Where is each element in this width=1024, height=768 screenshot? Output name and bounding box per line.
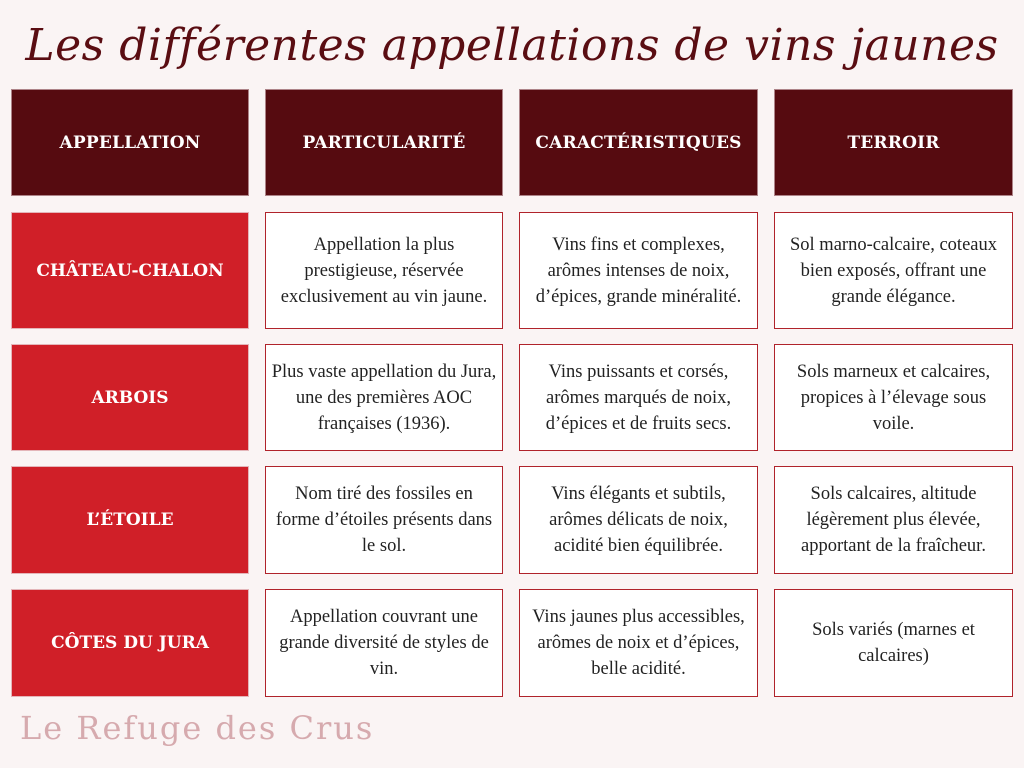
row-label-arbois: ARBOIS: [11, 344, 249, 451]
brand-footer: Le Refuge des Crus: [20, 709, 375, 747]
cell-caracteristiques: Vins puissants et corsés, arômes marqués de noix, d’épices et de fruits secs.: [519, 344, 758, 451]
cell-particularite: Nom tiré des fossiles en forme d’étoiles présents dans le sol.: [265, 466, 503, 574]
header-particularite: PARTICULARITÉ: [265, 89, 503, 196]
cell-particularite: Appellation la plus prestigieuse, réservée exclusivement au vin jaune.: [265, 212, 503, 329]
row-label-chateau-chalon: CHÂTEAU-CHALON: [11, 212, 249, 329]
page-title: Les différentes appellations de vins jaunes: [25, 20, 999, 71]
cell-caracteristiques: Vins élégants et subtils, arômes délicats de noix, acidité bien équilibrée.: [519, 466, 758, 574]
cell-terroir: Sol marno-calcaire, coteaux bien exposés, offrant une grande élégance.: [774, 212, 1013, 329]
cell-caracteristiques: Vins jaunes plus accessibles, arômes de noix et d’épices, belle acidité.: [519, 589, 758, 697]
row-label-letoile: L’ÉTOILE: [11, 466, 249, 574]
header-terroir: TERROIR: [774, 89, 1013, 196]
cell-particularite: Appellation couvrant une grande diversité de styles de vin.: [265, 589, 503, 697]
cell-caracteristiques: Vins fins et complexes, arômes intenses de noix, d’épices, grande minéralité.: [519, 212, 758, 329]
cell-particularite: Plus vaste appellation du Jura, une des premières AOC françaises (1936).: [265, 344, 503, 451]
header-appellation: APPELLATION: [11, 89, 249, 196]
cell-terroir: Sols marneux et calcaires, propices à l’élevage sous voile.: [774, 344, 1013, 451]
row-label-cotes-du-jura: CÔTES DU JURA: [11, 589, 249, 697]
cell-terroir: Sols calcaires, altitude légèrement plus élevée, apportant de la fraîcheur.: [774, 466, 1013, 574]
header-caracteristiques: CARACTÉRISTIQUES: [519, 89, 758, 196]
cell-terroir: Sols variés (marnes et calcaires): [774, 589, 1013, 697]
